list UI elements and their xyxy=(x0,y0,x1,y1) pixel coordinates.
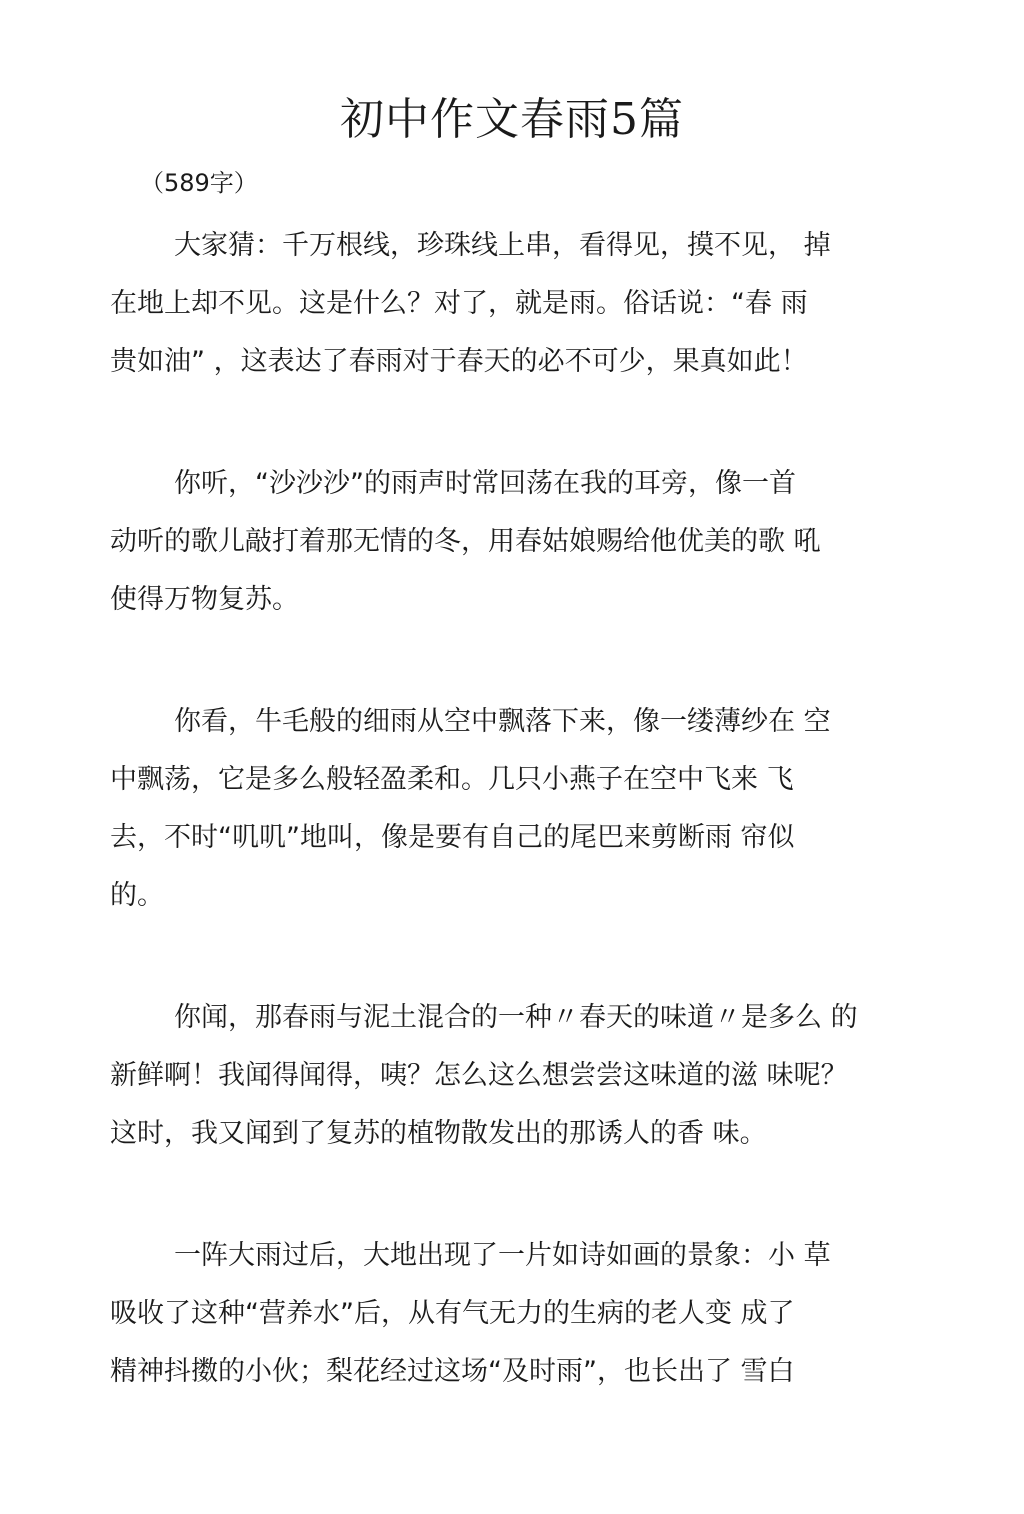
paragraph-3-line-1: 你看，牛毛般的细雨从空中飘落下来，像一缕薄纱在 空 xyxy=(174,706,831,737)
paragraph-1-line-3: 贵如油” ，这表达了春雨对于春天的必不可少，果真如此！ xyxy=(110,346,808,377)
paragraph-2-line-3: 使得万物复苏。 xyxy=(110,584,299,615)
paragraph-5-line-1: 一阵大雨过后，大地出现了一片如诗如画的景象：小 草 xyxy=(174,1240,831,1271)
word-count: （589字） xyxy=(140,169,258,197)
paragraph-4-line-3: 这时，我又闻到了复苏的植物散发出的那诱人的香 味。 xyxy=(110,1118,767,1149)
paragraph-5-line-2: 吸收了这种“营养水”后，从有气无力的生病的老人变 成了 xyxy=(110,1298,795,1329)
paragraph-3-line-3: 去，不时“叽叽”地叫，像是要有自己的尾巴来剪断雨 帘似 xyxy=(110,822,795,853)
paragraph-4-line-1: 你闻，那春雨与泥土混合的一种〃春天的味道〃是多么 的 xyxy=(174,1002,858,1033)
paragraph-1-line-1: 大家猜：千万根线，珍珠线上串，看得见，摸不见， 掉 xyxy=(174,230,831,261)
paragraph-5-line-3: 精神抖擞的小伙；梨花经过这场“及时雨”，也长出了 雪白 xyxy=(110,1356,795,1387)
paragraph-3-line-2: 中飘荡，它是多么般轻盈柔和。几只小燕子在空中飞来 飞 xyxy=(110,764,794,795)
paragraph-1-line-2: 在地上却不见。这是什么？对了，就是雨。俗话说：“春 雨 xyxy=(110,288,808,319)
paragraph-4-line-2: 新鲜啊！我闻得闻得，咦？怎么这么想尝尝这味道的滋 味呢？ xyxy=(110,1060,848,1091)
paragraph-3-line-4: 的。 xyxy=(110,880,164,911)
document-title: 初中作文春雨5篇 xyxy=(340,94,684,145)
paragraph-2-line-2: 动听的歌儿敲打着那无情的冬，用春姑娘赐给他优美的歌 吼 xyxy=(110,526,821,557)
paragraph-2-line-1: 你听，“沙沙沙”的雨声时常回荡在我的耳旁，像一首 xyxy=(174,468,796,499)
